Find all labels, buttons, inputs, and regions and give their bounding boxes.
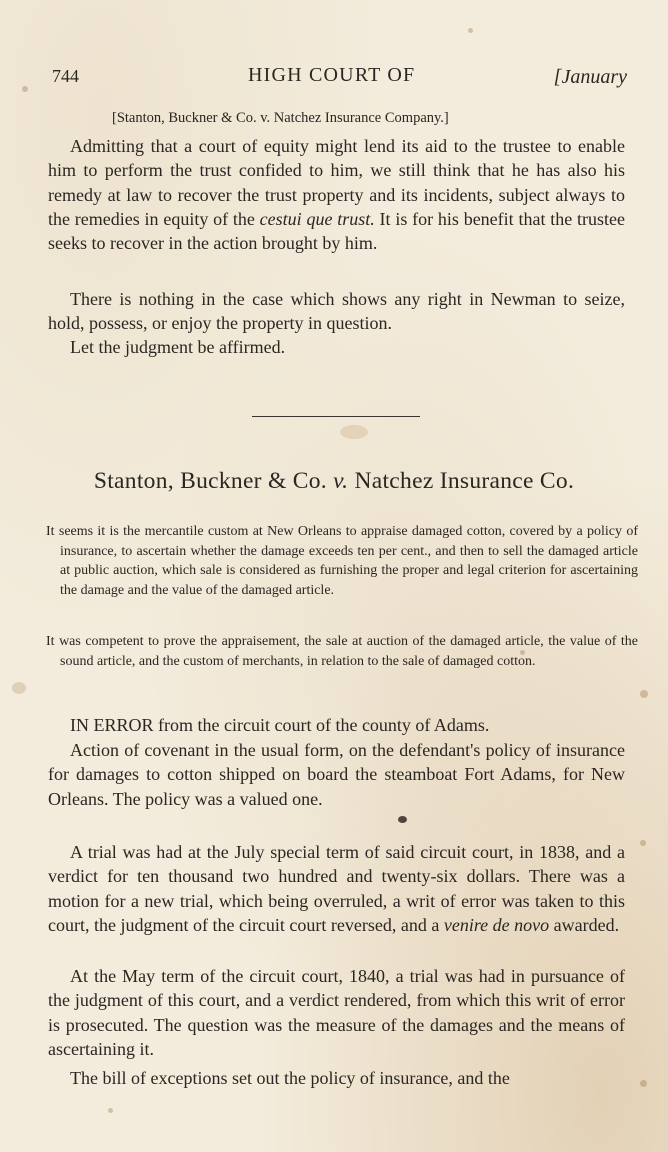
judgment-line: Let the judgment be affirmed. bbox=[70, 337, 286, 357]
body-paragraph: A trial was had at the July special term of said circuit court, in 1838, and a verdict for ten thousand two hundred and twenty-six dollars. There was a motion for a new trial, which being overruled, a writ of error was taken to this court, the judgment of the circuit court reversed, and a venire de novo awarded. bbox=[48, 842, 625, 935]
in-error-line: IN ERROR from the circuit court of the county of Adams. bbox=[70, 715, 490, 735]
foxing-spot bbox=[22, 86, 28, 92]
running-head-month: [January bbox=[553, 66, 627, 88]
foxing-spot bbox=[468, 28, 473, 33]
previous-case-caption: [Stanton, Buckner & Co. v. Natchez Insurance Company.] bbox=[112, 110, 449, 126]
foxing-spot bbox=[108, 1108, 113, 1113]
foxing-spot bbox=[640, 840, 646, 846]
stain bbox=[340, 425, 368, 439]
opinion-paragraph: Admitting that a court of equity might lend its aid to the trustee to enable him to perform the trust confided to him, we still think that he has also his remedy at law to recover the trust property and its incidents, subject always to the remedies in equity of the cestui que trust. It is for his benefit that the trustee seeks to recover in the action brought by him. bbox=[48, 136, 625, 254]
foxing-spot bbox=[640, 1080, 647, 1087]
running-head bbox=[52, 64, 627, 96]
opinion-paragraph: There is nothing in the case which shows any right in Newman to seize, hold, possess, or enjoy the property in question. bbox=[48, 289, 625, 334]
case-title: Stanton, Buckner & Co. v. Natchez Insurance Co. bbox=[93, 468, 575, 494]
section-divider bbox=[252, 416, 420, 417]
foxing-spot bbox=[12, 682, 26, 694]
ink-blot bbox=[398, 816, 407, 823]
page-number: 744 bbox=[52, 66, 79, 86]
foxing-spot bbox=[640, 690, 648, 698]
body-paragraph: At the May term of the circuit court, 1840, a trial was had in pursuance of the judgment of this court, and a verdict rendered, from which this writ of error is prosecuted. The question was the measure of the damages and the means of ascertaining it. bbox=[48, 966, 625, 1059]
headnote: It was competent to prove the appraisement, the sale at auction of the damaged article, the value of the sound article, and the custom of merchants, in relation to the sale of damaged cotton. bbox=[46, 634, 638, 669]
body-paragraph: The bill of exceptions set out the policy of insurance, and the bbox=[70, 1068, 510, 1088]
headnote: It seems it is the mercantile custom at New Orleans to appraise damaged cotton, covered by a policy of insurance, to ascertain whether the damage exceeds ten per cent., and then to sell the damaged article at public auction, which sale is considered as furnishing the proper and legal criterion for ascertaining the damage and the value of the damaged article. bbox=[46, 524, 638, 598]
body-paragraph: Action of covenant in the usual form, on the defendant's policy of insurance for damages to cotton shipped on board the steamboat Fort Adams, for New Orleans. The policy was a valued one. bbox=[48, 740, 625, 809]
running-head-title: HIGH COURT OF bbox=[248, 64, 416, 86]
